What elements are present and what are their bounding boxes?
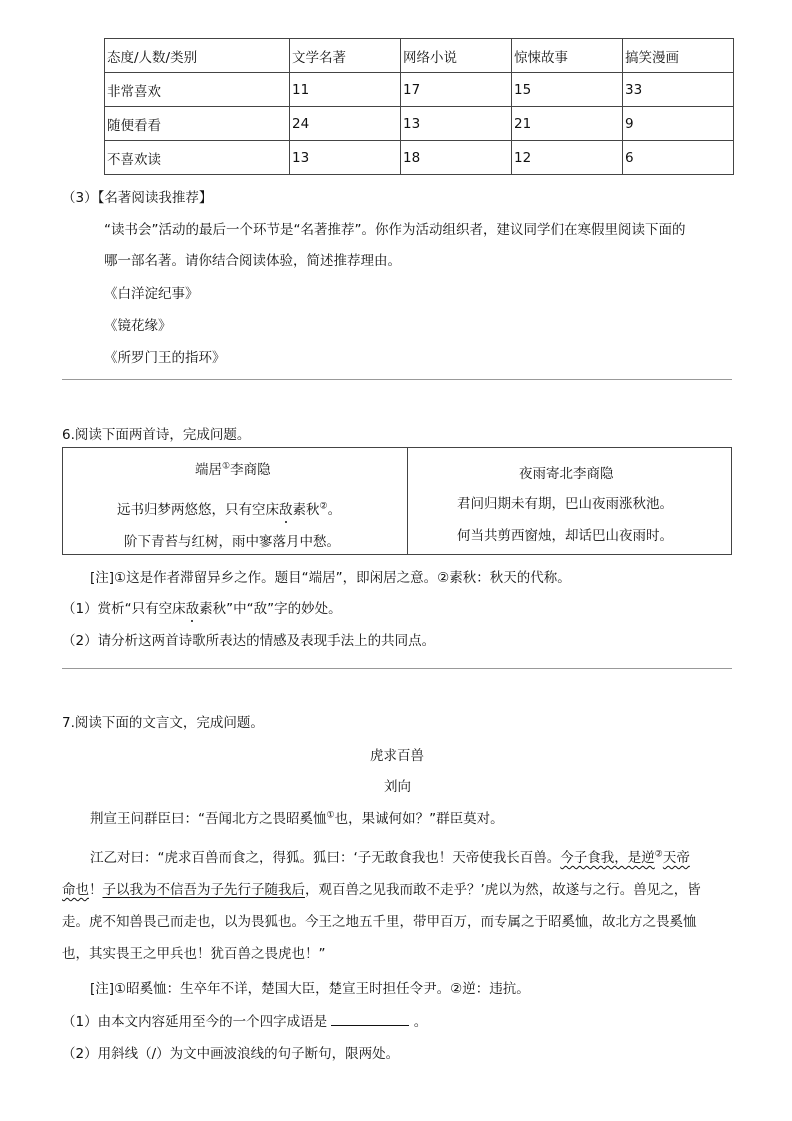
answer-blank[interactable]	[331, 1013, 409, 1026]
table-row	[105, 141, 734, 175]
q6-question1	[62, 597, 342, 617]
q7-stem: 7.阅读下面的文言文，完成问题。	[62, 715, 264, 731]
table-header-cell: 惊悚故事	[512, 39, 623, 73]
passage-text: ，观百兽之见我而敢不走乎？’虎以为然，故遂与之行。兽见之，皆	[305, 882, 701, 898]
q6-question1-text: 素秋”中“敌”字的妙处。	[199, 601, 342, 617]
note-mark: ②	[319, 501, 328, 512]
poem1-title-line	[195, 458, 271, 478]
passage-p2-line1	[90, 846, 690, 866]
q6-question2: （2）请分析这两首诗歌所表达的情感及表现手法上的共同点。	[62, 633, 436, 649]
table-header-cell: 文学名著	[290, 39, 401, 73]
table-cell: 非常喜欢	[105, 73, 290, 107]
table-cell: 6	[623, 141, 734, 175]
q6-stem: 6.阅读下面两首诗，完成问题。	[62, 427, 251, 443]
poem1-title: 端居	[195, 462, 222, 478]
passage-author: 刘向	[384, 779, 411, 795]
q7-question2: （2）用斜线（/）为文中画波浪线的句子断句，限两处。	[62, 1046, 400, 1062]
dotted-char: 敌	[186, 597, 200, 617]
passage-p2-line3: 走。虎不知兽畏己而走也，以为畏狐也。今王之地五千里，带甲百万，而专属之于昭奚恤，故北方之畏奚恤	[62, 914, 697, 930]
table-cell: 33	[623, 73, 734, 107]
table-cell: 18	[401, 141, 512, 175]
passage-paragraph1	[90, 807, 504, 827]
passage-text: 也，果诚何如？”群臣莫对。	[334, 811, 504, 827]
table-cell: 9	[623, 107, 734, 141]
poems-divider	[407, 448, 408, 554]
wavy-underlined-text: 天帝	[662, 850, 690, 866]
table-header-row	[105, 39, 734, 73]
poems-box	[62, 447, 732, 555]
table-header-cell: 态度/人数/类别	[105, 39, 290, 73]
poem1-line1-text: 远书归梦两悠悠，只有空床	[117, 502, 279, 518]
table-cell: 12	[512, 141, 623, 175]
table-cell: 11	[290, 73, 401, 107]
survey-table	[104, 38, 734, 175]
book-option: 《所罗门王的指环》	[104, 350, 226, 366]
poem2-title: 夜雨寄北李商隐	[519, 466, 614, 482]
underlined-sentence: 子以我为不信吾为子先行子随我后	[102, 882, 305, 898]
table-cell: 13	[401, 107, 512, 141]
wavy-underlined-text: 今子食我，是逆	[560, 850, 655, 866]
poem1-author: 李商隐	[230, 462, 271, 478]
poem2-line2: 何当共剪西窗烛，却话巴山夜雨时。	[457, 528, 673, 544]
table-row	[105, 73, 734, 107]
passage-p2-line4: 也，其实畏王之甲兵也！犹百兽之畏虎也！”	[62, 946, 326, 962]
poem1-line1-text: 素秋	[292, 502, 320, 518]
dotted-char: 敌	[279, 498, 293, 518]
table-cell: 17	[401, 73, 512, 107]
q5-prompt-line2: 哪一部名著。请你结合阅读体验，简述推荐理由。	[104, 253, 401, 269]
passage-p2-line2	[62, 878, 701, 898]
q6-note: [注]①这是作者滞留异乡之作。题目“端居”，即闲居之意。②素秋：秋天的代称。	[90, 570, 571, 586]
table-cell: 随便看看	[105, 107, 290, 141]
passage-text: 江乙对曰：“虎求百兽而食之，得狐。狐曰：‘子无敢食我也！天帝使我长百兽。	[90, 850, 561, 866]
q5-prompt-line1: “读书会”活动的最后一个环节是“名著推荐”。你作为活动组织者，建议同学们在寒假里阅读下面的	[104, 222, 686, 238]
table-cell: 21	[512, 107, 623, 141]
passage-text: ！	[89, 882, 103, 898]
q7-question1-end: 。	[413, 1014, 428, 1030]
q7-note: [注]①昭奚恤：生卒年不详，楚国大臣，楚宣王时担任令尹。②逆：违抗。	[90, 981, 530, 997]
note-mark: ①	[222, 461, 231, 472]
note-mark: ②	[654, 849, 663, 860]
q7-question1	[62, 1010, 427, 1030]
table-cell: 不喜欢读	[105, 141, 290, 175]
q6-question1-text: （1）赏析“只有空床	[62, 601, 186, 617]
poem1-line1	[117, 498, 341, 518]
note-mark: ①	[326, 810, 335, 821]
wavy-underlined-text: 命也	[62, 882, 89, 898]
section-divider	[62, 668, 732, 669]
section-divider	[62, 379, 732, 380]
book-option: 《镜花缘》	[104, 318, 172, 334]
passage-title: 虎求百兽	[370, 748, 424, 764]
table-cell: 24	[290, 107, 401, 141]
table-cell: 13	[290, 141, 401, 175]
table-cell: 15	[512, 73, 623, 107]
table-row	[105, 107, 734, 141]
poem2-line1: 君问归期未有期，巴山夜雨涨秋池。	[457, 496, 673, 512]
book-option: 《白洋淀纪事》	[104, 286, 199, 302]
poem1-line2: 阶下青苔与红树，雨中寥落月中愁。	[124, 534, 340, 550]
poem1-line1-end: 。	[327, 502, 342, 518]
q7-question1-text: （1）由本文内容延用至今的一个四字成语是	[62, 1014, 328, 1030]
passage-text: 荆宣王问群臣曰：“吾闻北方之畏昭奚恤	[90, 811, 327, 827]
table-header-cell: 网络小说	[401, 39, 512, 73]
q5-part3-heading: （3）【名著阅读我推荐】	[62, 190, 213, 206]
table-header-cell: 搞笑漫画	[623, 39, 734, 73]
